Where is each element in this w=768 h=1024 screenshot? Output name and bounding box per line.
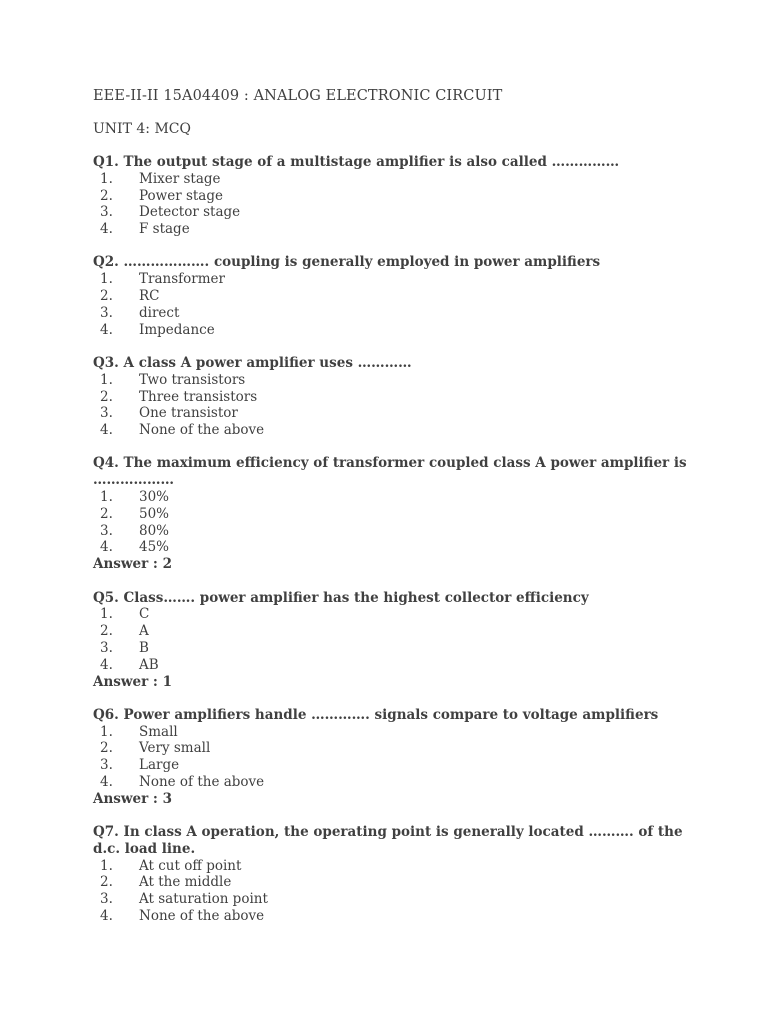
option-number: 2. <box>100 740 113 757</box>
option-text: At cut off point <box>139 857 242 874</box>
option-item <box>93 874 693 891</box>
option-item <box>93 858 693 875</box>
option-number: 3. <box>100 522 113 539</box>
question-text: Q7. In class A operation, the operating point is generally located ………. of the d.c. load line. <box>93 824 683 857</box>
option-number: 1. <box>100 271 113 288</box>
option-number: 1. <box>100 606 113 623</box>
answer-text: Answer : 3 <box>93 790 172 807</box>
option-text: At the middle <box>139 874 232 891</box>
option-number: 2. <box>100 187 113 204</box>
option-text: C <box>139 606 150 623</box>
option-text: Two transistors <box>139 371 246 388</box>
option-item <box>93 489 693 506</box>
option-item <box>93 740 693 757</box>
option-text: direct <box>139 304 180 321</box>
option-list <box>93 372 693 439</box>
option-item <box>93 908 693 925</box>
option-text: One transistor <box>139 405 238 422</box>
document-title: EEE-II-II 15A04409 : ANALOG ELECTRONIC CIRCUIT <box>93 88 503 104</box>
option-text: 45% <box>139 539 170 556</box>
question-list <box>93 154 693 941</box>
option-list <box>93 724 693 791</box>
option-number: 4. <box>100 656 113 673</box>
option-number: 3. <box>100 639 113 656</box>
option-item <box>93 372 693 389</box>
option-item <box>93 506 693 523</box>
option-list <box>93 271 693 338</box>
option-text: Large <box>139 757 180 774</box>
option-number: 2. <box>100 288 113 305</box>
option-number: 2. <box>100 623 113 640</box>
option-number: 4. <box>100 321 113 338</box>
option-item <box>93 623 693 640</box>
option-item <box>93 405 693 422</box>
option-number: 2. <box>100 505 113 522</box>
option-item <box>93 171 693 188</box>
question-text: Q2. ………………. coupling is generally employed in power amplifiers <box>93 254 601 271</box>
option-number: 4. <box>100 539 113 556</box>
question-text: Q4. The maximum efficiency of transformer coupled class A power amplifier is ……………… <box>93 455 687 489</box>
option-text: Power stage <box>139 187 223 204</box>
option-item <box>93 774 693 791</box>
question-4 <box>93 455 693 573</box>
option-item <box>93 523 693 540</box>
option-item <box>93 204 693 221</box>
option-item <box>93 539 693 556</box>
question-text: Q5. Class……. power amplifier has the highest collector efficiency <box>93 589 589 606</box>
option-text: RC <box>139 288 160 305</box>
question-5 <box>93 590 693 691</box>
option-text: 80% <box>139 522 170 539</box>
option-item <box>93 221 693 238</box>
question-6 <box>93 707 693 808</box>
option-item <box>93 657 693 674</box>
option-text: B <box>139 639 149 656</box>
question-1 <box>93 154 693 238</box>
option-number: 1. <box>100 489 113 506</box>
option-number: 4. <box>100 221 113 238</box>
option-number: 4. <box>100 908 113 925</box>
option-item <box>93 891 693 908</box>
option-item <box>93 188 693 205</box>
option-item <box>93 271 693 288</box>
option-item <box>93 422 693 439</box>
option-list <box>93 171 693 238</box>
question-text: Q3. A class A power amplifier uses ………… <box>93 354 412 371</box>
option-number: 4. <box>100 774 113 790</box>
option-number: 1. <box>100 857 113 874</box>
option-number: 4. <box>100 422 113 439</box>
option-number: 1. <box>100 371 113 388</box>
option-number: 3. <box>100 757 113 774</box>
option-number: 3. <box>100 405 113 422</box>
option-number: 3. <box>100 891 113 908</box>
option-item <box>93 640 693 657</box>
option-list <box>93 489 693 556</box>
option-list <box>93 606 693 673</box>
option-item <box>93 757 693 774</box>
option-text: Three transistors <box>139 388 258 405</box>
option-item <box>93 305 693 322</box>
option-text: Mixer stage <box>139 170 221 187</box>
option-text: Very small <box>139 740 211 757</box>
question-text: Q6. Power amplifiers handle …………. signals compare to voltage amplifiers <box>93 706 659 723</box>
option-number: 2. <box>100 874 113 891</box>
option-item <box>93 322 693 339</box>
question-3 <box>93 355 693 439</box>
option-number: 3. <box>100 204 113 221</box>
option-text: Transformer <box>139 271 225 288</box>
option-item <box>93 288 693 305</box>
unit-heading: UNIT 4: MCQ <box>93 121 191 137</box>
option-text: None of the above <box>139 908 265 925</box>
option-text: At saturation point <box>139 891 268 908</box>
option-number: 1. <box>100 723 113 740</box>
option-item <box>93 606 693 623</box>
option-text: F stage <box>139 221 190 238</box>
option-text: Detector stage <box>139 204 241 221</box>
option-list <box>93 858 693 925</box>
option-item <box>93 389 693 406</box>
answer-text: Answer : 2 <box>93 556 172 573</box>
option-item <box>93 724 693 741</box>
question-7 <box>93 824 693 925</box>
question-text: Q1. The output stage of a multistage amplifier is also called …………… <box>93 154 620 170</box>
option-text: None of the above <box>139 422 265 439</box>
question-2 <box>93 254 693 338</box>
option-text: 50% <box>139 505 170 522</box>
option-text: AB <box>139 656 159 673</box>
title-block <box>93 87 502 138</box>
option-text: Small <box>139 723 178 740</box>
option-number: 3. <box>100 304 113 321</box>
answer-text: Answer : 1 <box>93 673 172 690</box>
option-text: Impedance <box>139 321 215 338</box>
option-text: None of the above <box>139 774 265 790</box>
option-text: 30% <box>139 489 170 506</box>
option-text: A <box>139 623 149 640</box>
option-number: 1. <box>100 170 113 187</box>
option-number: 2. <box>100 388 113 405</box>
